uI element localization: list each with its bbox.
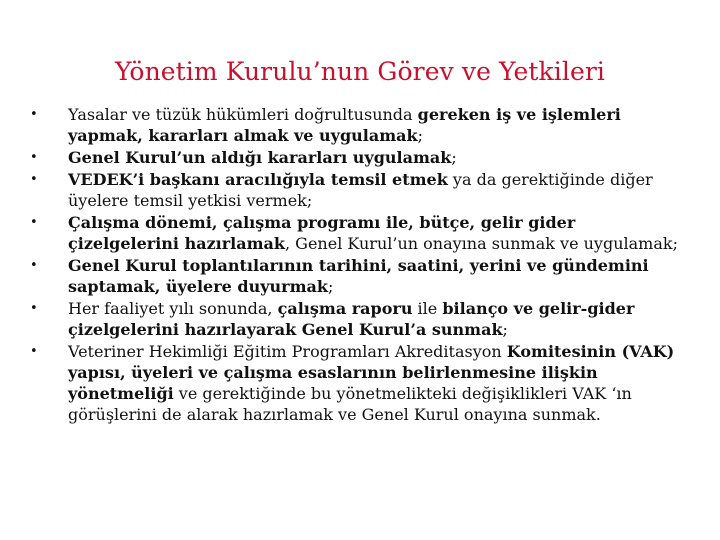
bullet-text: ; <box>451 148 457 167</box>
bullet-text: ; <box>417 126 423 145</box>
bullet-text-bold: VEDEK’i başkanı aracılığıyla temsil etmek <box>68 170 448 189</box>
bullet-text-bold: Genel Kurul toplantılarının tarihini, saatini, yerini ve gündemini saptamak, üyelere duyurmak <box>68 256 649 296</box>
bullet-text-bold: çalışma raporu <box>277 299 413 318</box>
slide-title: Yönetim Kurulu’nun Görev ve Yetkileri <box>114 57 605 86</box>
bullet-item <box>30 104 690 146</box>
bullet-dot: • <box>30 150 38 165</box>
bullet-text: Her faaliyet yılı sonunda, <box>68 299 278 318</box>
bullet-item <box>30 298 690 340</box>
bullet-item <box>30 212 690 254</box>
bullet-text-bold: bilanço ve gelir-gider çizelgelerini hazırlayarak Genel Kurul’a sunmak <box>68 299 635 339</box>
bullet-list <box>30 104 690 426</box>
bullet-text-bold: gereken iş ve işlemleri yapmak, kararları almak ve uygulamak <box>68 105 621 145</box>
bullet-text: ; <box>502 320 508 339</box>
bullet-text: Yasalar ve tüzük hükümleri doğrultusunda <box>68 105 418 124</box>
bullet-dot: • <box>30 172 38 187</box>
bullet-dot: • <box>30 215 38 230</box>
bullet-text: , Genel Kurul’un onayına sunmak ve uygulamak; <box>285 234 678 253</box>
bullet-item <box>30 255 690 297</box>
bullet-text: ile <box>412 299 443 318</box>
bullet-dot: • <box>30 258 38 273</box>
bullet-text: ya da gerektiğinde diğer üyelere temsil yetkisi vermek; <box>68 170 653 210</box>
bullet-text-bold: Komitesinin (VAK) yapısı, üyeleri ve çalışma esaslarının belirlenmesine ilişkin yönetmeliği <box>68 342 675 403</box>
bullet-text: ve gerektiğinde bu yönetmelikteki değişiklikleri VAK ‘ın görüşlerini de alarak hazırlamak ve Genel Kurul onayına sunmak. <box>68 384 632 424</box>
bullet-dot: • <box>30 107 38 122</box>
bullet-text: ; <box>327 277 334 296</box>
bullet-text-bold: Çalışma dönemi, çalışma programı ile, bütçe, gelir gider çizelgelerini hazırlamak <box>68 213 576 253</box>
bullet-text-bold: Genel Kurul’un aldığı kararları uygulamak <box>68 148 452 167</box>
bullet-item <box>30 341 690 425</box>
bullet-item <box>30 169 690 211</box>
bullet-item <box>30 147 690 168</box>
bullet-dot: • <box>30 344 38 359</box>
bullet-dot: • <box>30 301 38 316</box>
bullet-text: Veteriner Hekimliği Eğitim Programları Akreditasyon <box>68 342 507 361</box>
